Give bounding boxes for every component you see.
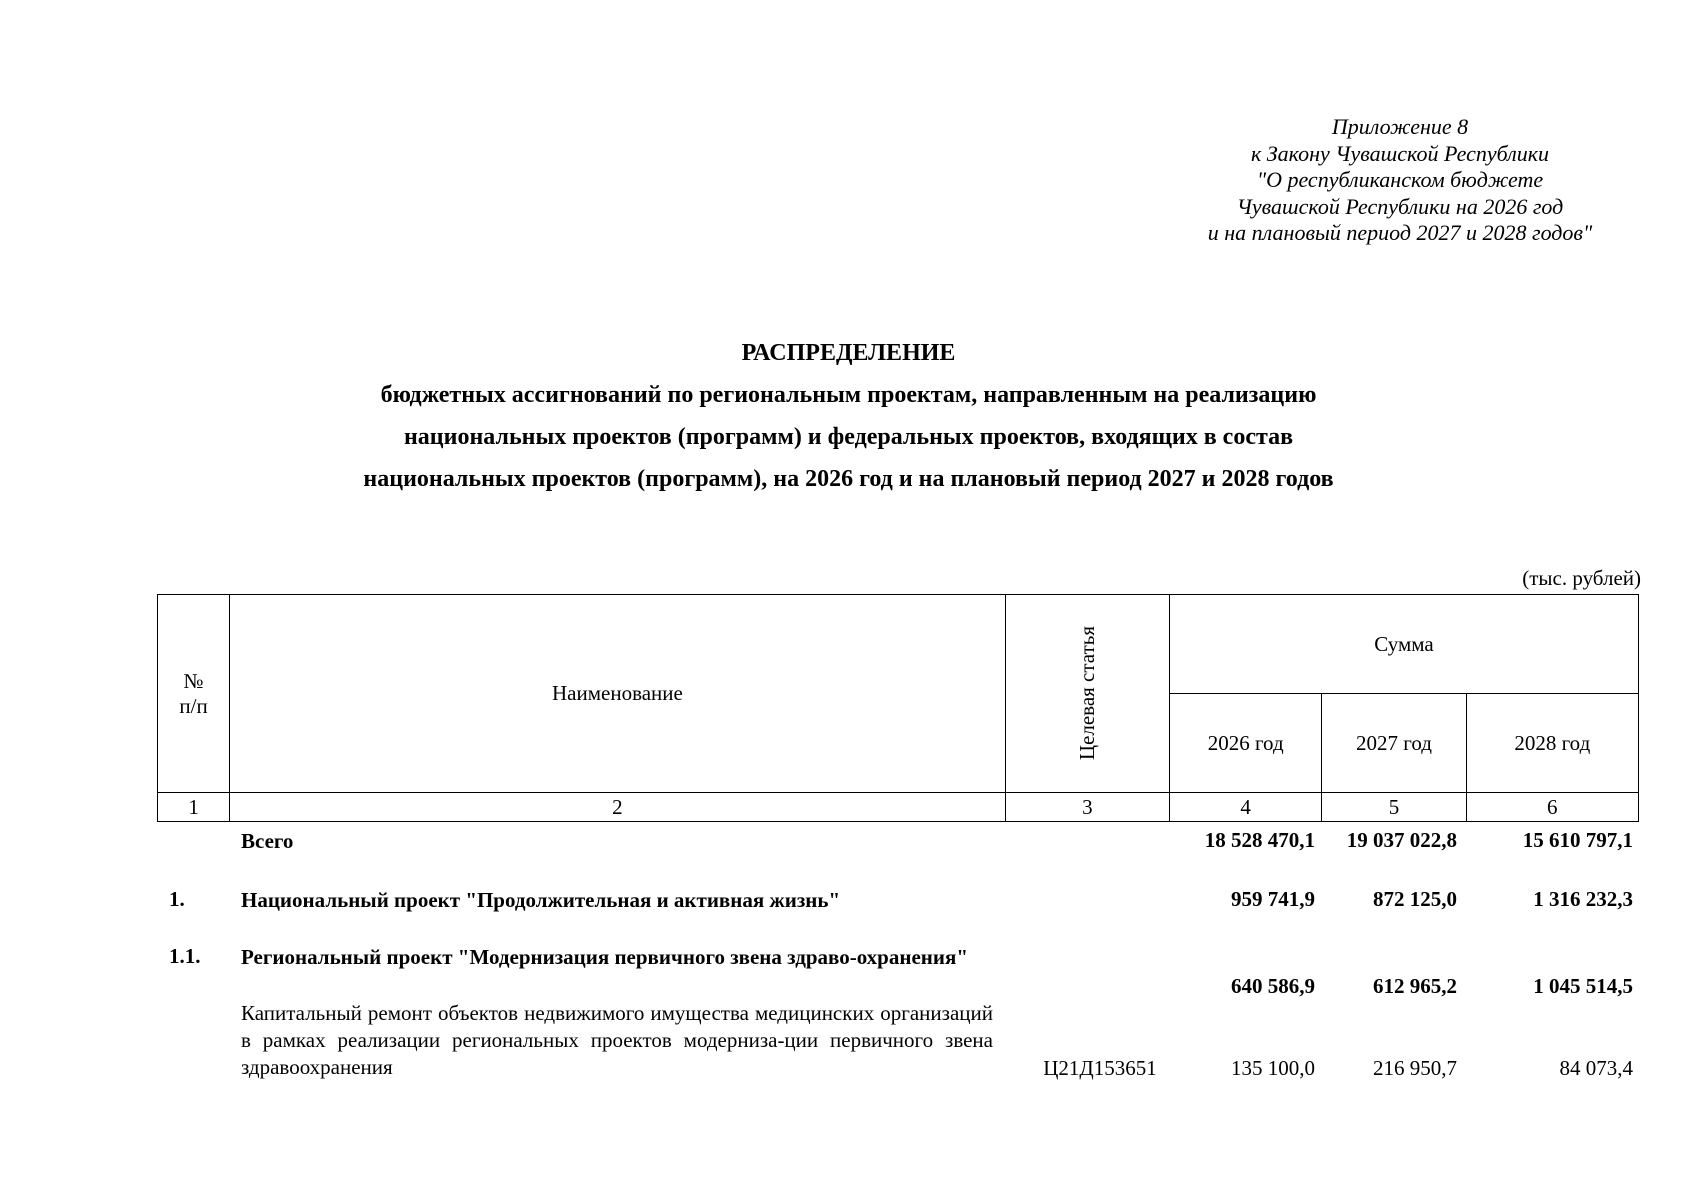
- row-value-2027: 872 125,0: [1373, 887, 1457, 911]
- index-cell: 2: [230, 793, 1006, 822]
- row-value-2028: 84 073,4: [1559, 1056, 1633, 1080]
- title-heading: РАСПРЕДЕЛЕНИЕ: [741, 340, 956, 366]
- row-name: Всего: [241, 829, 294, 853]
- row-value-2026: 18 528 470,1: [1204, 828, 1315, 852]
- header-year-2028: 2028 год: [1466, 694, 1638, 793]
- header-target-label: Целевая статья: [1074, 626, 1099, 761]
- row-value-2028: 1 316 232,3: [1533, 887, 1633, 911]
- row-name: Региональный проект "Модернизация первичного звена здраво-охранения": [241, 945, 969, 969]
- title-line: бюджетных ассигнований по региональным проектам, направленным на реализацию: [380, 382, 1317, 408]
- row-value-2028: 1 045 514,5: [1533, 974, 1633, 998]
- appendix-note: [1120, 114, 1680, 247]
- index-cell: 5: [1322, 793, 1466, 822]
- table-row: [157, 887, 1639, 917]
- header-num-label: № п/п: [179, 668, 208, 718]
- row-num: 1.1.: [169, 944, 201, 968]
- appendix-line: к Закону Чувашской Республики: [1250, 140, 1549, 166]
- title-line: национальных проектов (программ) и федеральных проектов, входящих в состав: [403, 424, 1294, 450]
- row-target-code: Ц21Д153651: [1043, 1056, 1157, 1080]
- title-line: национальных проектов (программ), на 2026 год и на плановый период 2027 и 2028 годов: [363, 466, 1334, 492]
- row-value-2026: 959 741,9: [1231, 887, 1315, 911]
- header-name: Наименование: [230, 595, 1006, 793]
- table-row: [157, 944, 1639, 1004]
- row-value-2027: 19 037 022,8: [1346, 828, 1457, 852]
- appendix-line: "О республиканском бюджете: [1256, 167, 1544, 192]
- index-cell: 3: [1005, 793, 1169, 822]
- header-year-2026: 2026 год: [1170, 694, 1322, 793]
- row-value-2028: 15 610 797,1: [1522, 828, 1633, 852]
- row-value-2026: 640 586,9: [1231, 974, 1315, 998]
- header-year-2027: 2027 год: [1322, 694, 1466, 793]
- row-name: Национальный проект "Продолжительная и активная жизнь": [241, 888, 841, 912]
- appendix-line: и на плановый период 2027 и 2028 годов": [1207, 220, 1593, 245]
- row-name: Капитальный ремонт объектов недвижимого имущества медицинских организаций в рамках реализации региональных проектов модерниза-ции первичного звена здравоохранения: [241, 1001, 993, 1079]
- header-sum: Сумма: [1170, 595, 1639, 694]
- row-num: 1.: [169, 887, 185, 911]
- index-cell: 6: [1466, 793, 1638, 822]
- unit-label: (тыс. рублей): [1522, 566, 1641, 590]
- document-title: [0, 332, 1697, 500]
- header-target: [1005, 595, 1169, 793]
- row-value-2027: 216 950,7: [1373, 1056, 1457, 1080]
- index-cell: 4: [1170, 793, 1322, 822]
- appendix-line: Приложение 8: [1331, 114, 1469, 139]
- table-row-total: [157, 828, 1639, 858]
- table-row: [157, 1000, 1639, 1084]
- index-cell: 1: [158, 793, 230, 822]
- header-num: [158, 595, 230, 793]
- appendix-line: Чувашской Республики на 2026 год: [1236, 193, 1564, 219]
- row-value-2027: 612 965,2: [1373, 974, 1457, 998]
- table-header: [157, 594, 1639, 822]
- row-value-2026: 135 100,0: [1231, 1056, 1315, 1080]
